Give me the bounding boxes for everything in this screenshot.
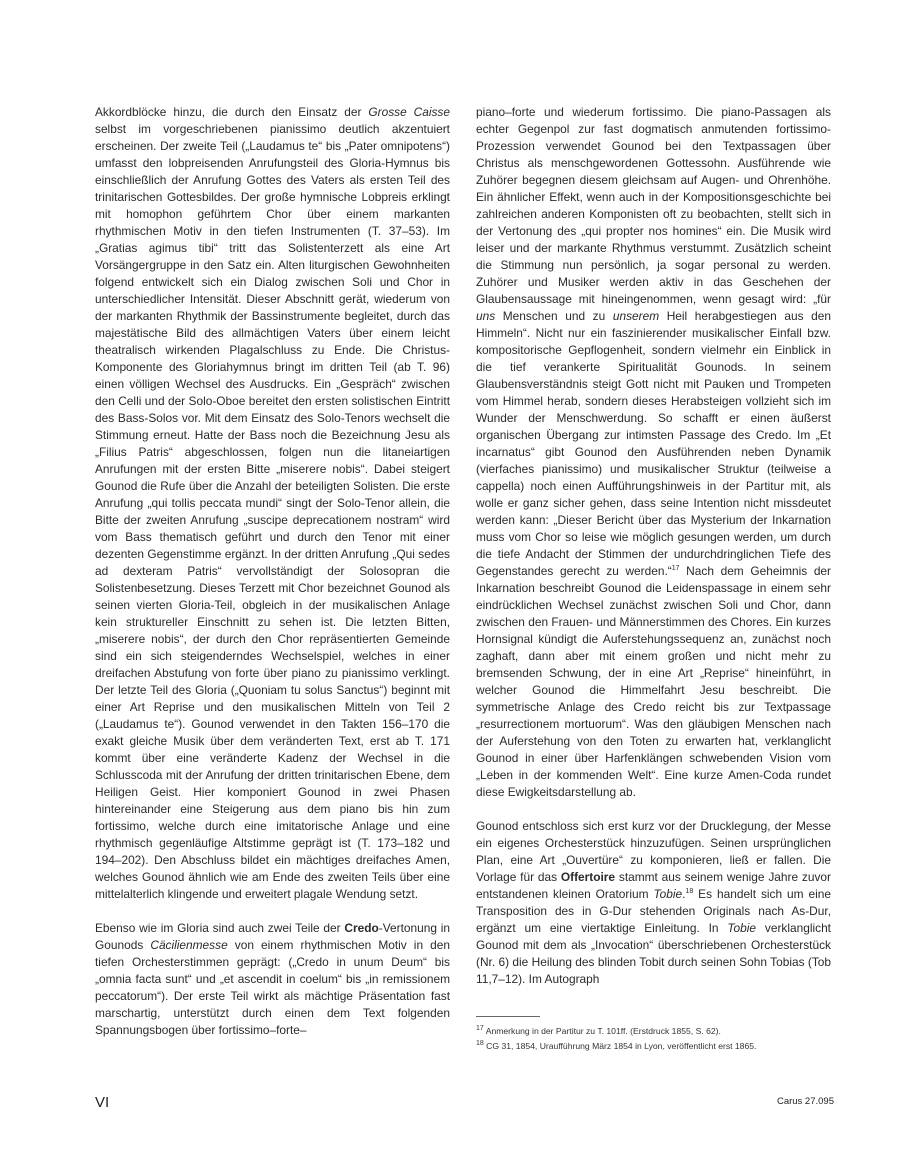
text-run: Menschen und zu (495, 309, 613, 323)
footnote-divider (476, 1016, 540, 1017)
text-run: Tobie (727, 921, 757, 935)
footnote-18: $^{18}$ CG 31, 1854, Uraufführung März 1854 in Lyon, veröffentlicht erst 1865. (476, 1040, 757, 1051)
text-run: piano–forte und wiederum fortissimo. Die piano-Passagen als echter Gegenpol zur fast dogmatisch anmutenden fortissimo-Prozession verwendet Gounod bei den Textpassagen über Christus als menschgewordenen Gottessohn. Ausführende wie Zuhörer begegnen diesem gleichsam auf Augen- und Ohrenhöhe. Ein ähnlicher Effekt, wenn auch in der Kompositionsgeschichte bei zahlreichen anderen Komponisten oft zu beobachten, stellt sich in der Vertonung des „qui propter nos homines“ ein. Die Musik wird leiser und der markante Rhythmus verstummt. Zusätzlich scheint die Stimmung nun persönlich, ja sogar personal zu werden. Zuhörer und Musiker werden aktiv in das Geschehen der Glaubensaussage mit hineingenommen, wenn gesagt wird: „für (476, 105, 831, 306)
catalog-number: Carus 27.095 (776, 1096, 834, 1107)
text-run: Akkordblöcke hinzu, die durch den Einsatz der (95, 105, 369, 119)
footnote-ref: 18 (685, 888, 694, 896)
text-run: verklanglicht Gounod mit dem als „Invocation“ überschriebenen Orchesterstück (Nr. 6) die Heilung des blinden Tobit durch seinen Sohn Tobias (Tob 11,7–12). Im Autograph (476, 921, 831, 986)
footnotes (476, 1024, 836, 1054)
left_column-paragraph (95, 920, 450, 1039)
text-run: selbst im vorgeschriebenen pianissimo deutlich akzentuiert erscheinen. Der zweite Teil („Laudamus te“ bis „Pater omnipotens“) umfasst den lobpreisenden Anrufungsteil des Gloria-Hymnus bis einschließlich der Anrufung Gottes des Vaters als ersten Teil des trinitarischen Gottesbildes. Der große hymnische Lobpreis erklingt mit homophon geführtem Chor über einem markanten rhythmischen Motiv in den tiefen Instrumenten (T. 37–53). Im „Gratias agimus tibi“ tritt das Solistenterzett als eine Art Vorsängergruppe in den Satz ein. Alten liturgischen Gewohnheiten folgend entwickelt sich ein Dialog zwischen Soli und Chor in unterschiedlicher Intensität. Dieser Abschnitt gerät, wiederum von der markanten Rhythmik der Bassinstrumente begleitet, durch das majestätische Bild des allmächtigen Vaters über einem leicht theatralisch wirkenden Plagalschluss zu Ende. Die Christus-Komponente des Gloriahymnus bringt im dritten Teil (ab T. 96) einen völligen Wechsel des Ausdrucks. Ein „Gespräch“ zwischen den Celli und der Solo-Oboe bereitet den ersten solistischen Eintritt des Bass-Solos vor. Mit dem Einsatz des Solo-Tenors wechselt die Stimmung erneut. Hatte der Bass noch die Bezeichnung Jesu als „Filius Patris“ abgeschlossen, folgen nun die litaneiartigen Anrufungen mit der ersten Bitte „miserere nobis“. Dabei steigert Gounod die Rufe über die Anzahl der beteiligten Solisten. Die erste Anrufung „qui tollis peccata mundi“ singt der Solo-Tenor allein, die Bitte der zweiten Anrufung „suscipe deprecationem nostram“ wird vom Bass thematisch geführt und durch den Tenor mit einer dezenten Gegenstimme ergänzt. In der dritten Anrufung „Qui sedes ad dexteram Patris“ vervollständigt der Solosopran die Solistenbesetzung. Dieses Terzett mit Chor bezeichnet Gounod als seinen vierten Gloria-Teil, obgleich in der musikalischen Anlage kein struktureller Einschnitt zu sehen ist. Die letzten Bitten, „miserere nobis“, der durch den Chor repräsentierten Gemeinde sind ein sich steigenderndes Wechselspiel, welches in einer dreifachen Abstufung von forte über piano zu pianissimo verklingt. Der letzte Teil des Gloria („Quoniam tu solus Sanctus“) beginnt mit einer Art Reprise und den musikalischen Mitteln von Teil 2 („Laudamus te“). Gounod verwendet in den Takten 156–170 die exakt gleiche Musik über dem veränderten Text, erst ab T. 171 kommt über eine veränderte Kadenz der Wechsel in die Schlusscoda mit der Anrufung der dritten trinitarischen Ebene, dem Heiligen Geist. Hier komponiert Gounod in zwei Phasen hintereinander eine Steigerung aus dem piano bis hin zum fortissimo, welche durch eine imitatorische Anlage und eine rhythmisch gegenläufige Altstimme geprägt ist (T. 173–182 und 194–202). Den Abschluss bildet ein mächtiges dreifaches Amen, welches Gounod ähnlich wie am Ende des zweiten Teils über eine mittelalterlich klingende und erweitert plagale Wendung setzt. (95, 122, 450, 901)
text-run: uns (476, 309, 496, 323)
left-text-column (95, 104, 450, 1039)
text-run: Tobie (653, 887, 683, 901)
text-run: Es handelt sich um eine Transposition des in G-Dur stehenden Originals nach As-Dur, ergänzt um eine viertaktige Einleitung. In (476, 887, 831, 935)
text-run: -Vertonung in Gounods (95, 921, 450, 952)
footnote-17: $^{17}$ Anmerkung in der Partitur zu T. 101ff. (Erstdruck 1855, S. 62). (476, 1025, 721, 1036)
text-run: Cäcilienmesse (150, 938, 228, 952)
footnote-ref: 17 (671, 565, 680, 573)
text-run: Offertoire (560, 870, 616, 884)
text-run: Heil herabgestiegen aus den Himmeln“. Nicht nur ein faszinierender musikalischer Einfall bzw. kompositorische Gepflogenheit, sondern vielmehr ein Einblick in die tief verankerte Spiritualität Gounods. In seinem Glaubensverständnis steigt Gott nicht mit Pauken und Trompeten vom Himmel herab, sondern dieses Herabsteigen vollzieht sich im Wunder der Menschwerdung. So schafft er einen äußerst organischen Übergang zur intimsten Passage des Credo. Im „Et incarnatus“ gibt Gounod den Ausführenden neben Dynamik (vierfaches pianissimo) und musikalischer Struktur (teilweise a cappella) noch einen Aufführungshinweis in der Partitur mit, als wolle er ganz sicher gehen, dass seine Intention nicht missdeutet werden kann: „Dieser Bericht über das Mysterium der Inkarnation muss vom Chor so leise wie möglich gesungen werden, um durch die tiefe Andacht der Stimmen der undurchdringlichen Tiefe des Gegenstandes gerecht zu werden.“ (476, 309, 831, 578)
right_column-paragraph (476, 104, 831, 801)
text-run: . (682, 887, 686, 901)
right_column-paragraph (476, 818, 831, 988)
text-run: Gounod entschloss sich erst kurz vor der Drucklegung, der Messe ein eigenes Orchesterstück hinzuzufügen. Seinen ursprünglichen Plan, eine Art „Ouvertüre“ zu komponieren, ließ er fallen. Die Vorlage für das (476, 819, 831, 884)
text-run: Grosse Caisse (368, 105, 450, 119)
text-run: stammt aus seinem wenige Jahre zuvor entstandenen kleinen Oratorium (476, 870, 831, 901)
left_column-paragraph (95, 104, 450, 903)
text-run: Nach dem Geheimnis der Inkarnation beschreibt Gounod die Leidenspassage in einem sehr eindrücklichen Wechsel zunächst zwischen Soli und Chor, dann zwischen den Frauen- und Männerstimmen des Chores. Ein kurzes Hornsignal kündigt die Auferstehungssequenz an, zunächst noch zaghaft, dann aber mit einem großen und nicht mehr zu bremsenden Schwung, der in eine Art „Reprise“ hineinführt, in welcher Gounod die Himmelfahrt Jesu beschreibt. Die symmetrische Anlage des Credo reicht bis zur Textpassage „resurrectionem mortuorum“. Was den gläubigen Menschen nach der Auferstehung von den Toten zu erwarten hat, verklanglicht Gounod in einer über Harfenklängen schwebenden Vision vom „Leben in der kommenden Welt“. Eine kurze Amen-Coda rundet diese Ewigkeitsdarstellung ab. (476, 564, 832, 799)
right-text-column (476, 104, 831, 988)
text-run: Credo (344, 921, 379, 935)
page-number: VI (95, 1094, 110, 1111)
text-run: unserem (612, 309, 660, 323)
text-run: von einem rhythmischen Motiv in den tiefen Orchesterstimmen geprägt: („Credo in unum Deum“ bis „omnia facta sunt“ und „et ascendit in coelum“ bis „in remissionem peccatorum“). Der erste Teil wirkt als mächtige Präsentation fast marschartig, unterstützt durch einen dem Text folgenden Spannungsbogen über fortissimo–forte– (95, 938, 450, 1037)
text-run: Ebenso wie im Gloria sind auch zwei Teile der (95, 921, 345, 935)
